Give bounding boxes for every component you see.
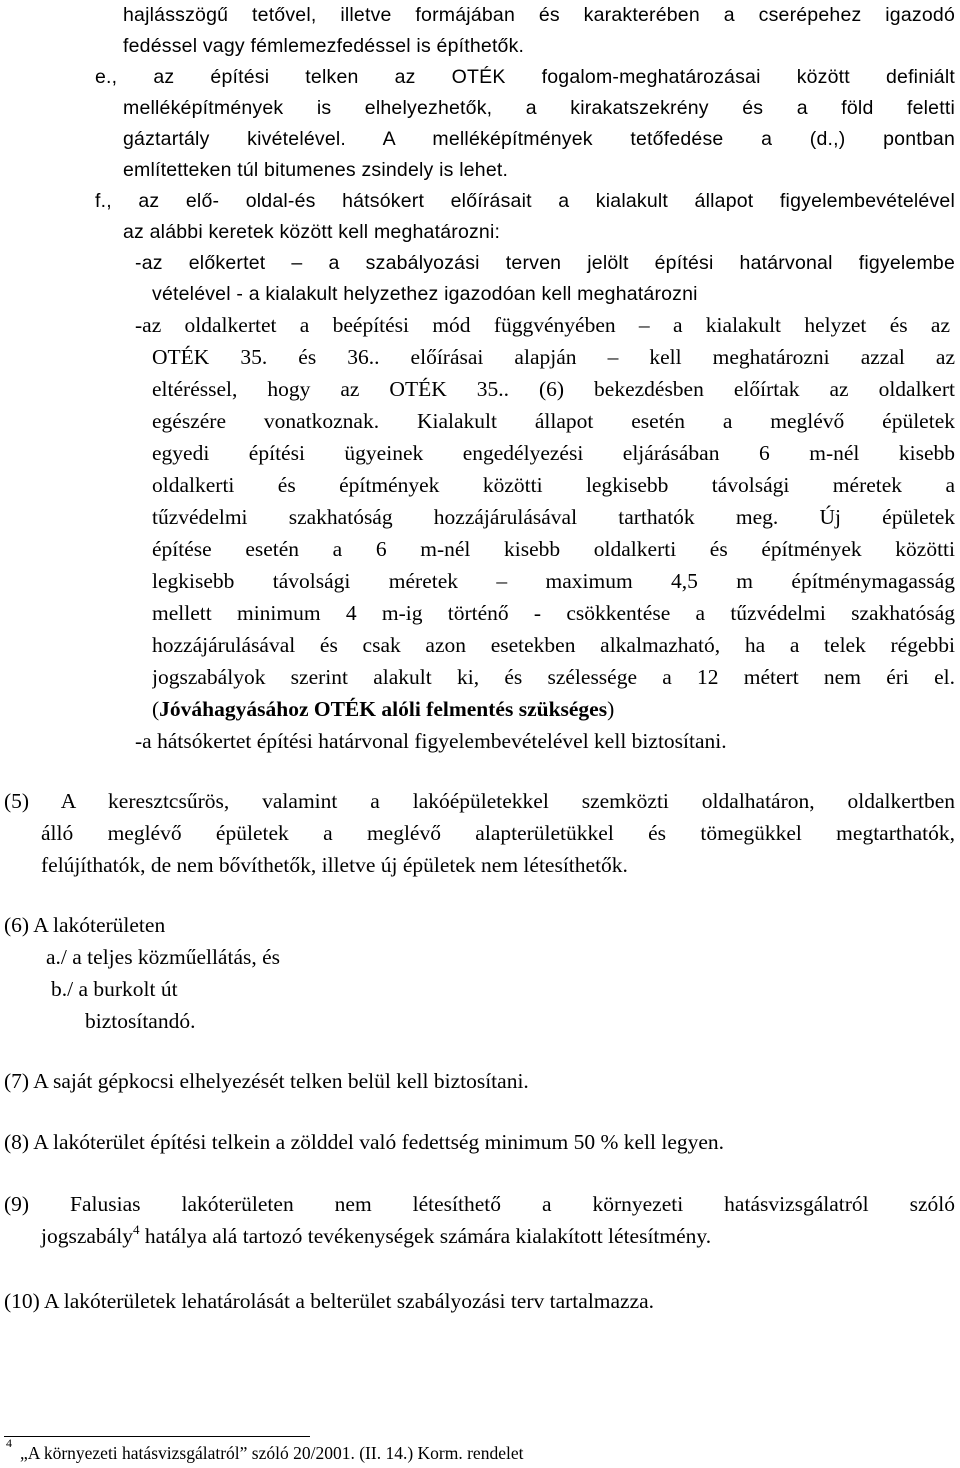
- item-f-line: mellett minimum 4 m-ig történő - csökkentése a tűzvédelmi szakhatóság: [152, 601, 955, 625]
- text-line: fedéssel vagy fémlemezfedéssel is építhetők.: [123, 35, 525, 57]
- item-f-line: eltéréssel, hogy az OTÉK 35.. (6) bekezdésben előírtak az oldalkert: [152, 377, 955, 401]
- paragraph-5-line: (5) A keresztcsűrös, valamint a lakóépületekkel szemközti oldalhatáron, oldalkertben: [4, 789, 955, 813]
- item-e-line: gáztartály kivételével. A melléképítmények tetőfedése a (d.,) pontban: [123, 128, 955, 150]
- item-f-line: -az előkertet – a szabályozási terven jelölt építési határvonal figyelembe: [135, 252, 955, 274]
- paragraph-9-line: [41, 1221, 711, 1254]
- item-f-line: építése esetén a 6 m-nél kisebb oldalkerti és építmények közötti: [152, 537, 955, 561]
- item-f-line: -az oldalkertet a beépítési mód függvényében – a kialakult helyzet és az: [135, 313, 950, 337]
- item-f-line: egészére vonatkoznak. Kialakult állapot esetén a meglévő épületek: [152, 409, 955, 433]
- paren-close: ): [607, 697, 615, 721]
- item-f-line: tűzvédelmi szakhatóság hozzájárulásával tarthatók meg. Új épületek: [152, 505, 955, 529]
- paragraph-6-line: biztosítandó.: [85, 1009, 196, 1033]
- text-run: jogszabály: [41, 1224, 133, 1248]
- item-f-line: egyedi építési ügyeinek engedélyezési eljárásában 6 m-nél kisebb: [152, 441, 955, 465]
- item-f-line: OTÉK 35. és 36.. előírásai alapján – kell meghatározni azzal az: [152, 345, 955, 369]
- approval-note-bold: Jóváhagyásához OTÉK alóli felmentés szükséges: [159, 697, 608, 721]
- paragraph-5-line: álló meglévő épületek a meglévő alapterületükkel és tömegükkel megtarthatók,: [41, 821, 955, 845]
- paragraph-6-line: a./ a teljes közműellátás, és: [46, 945, 281, 969]
- item-f-line: oldalkerti és építmények közötti legkisebb távolsági méretek a: [152, 473, 955, 497]
- paragraph-6-line: b./ a burkolt út: [51, 977, 178, 1001]
- text-line: hajlásszögű tetővel, illetve formájában és karakterében a cserépehez igazodó: [123, 4, 955, 26]
- item-f-line: hozzájárulásával és csak azon esetekben alkalmazható, ha a telek régebbi: [152, 633, 955, 657]
- item-e-line: melléképítmények is elhelyezhetők, a kirakatszekrény és a föld feletti: [123, 97, 955, 119]
- paragraph-9-line: (9) Falusias lakóterületen nem létesíthető a környezeti hatásvizsgálatról szóló: [4, 1192, 955, 1216]
- paragraph-8: (8) A lakóterület építési telkein a zölddel való fedettség minimum 50 % kell legyen.: [4, 1130, 725, 1154]
- footnote-reference: 4: [132, 1222, 140, 1237]
- item-f-line: f., az elő- oldal-és hátsókert előírásait a kialakult állapot figyelembevételével: [95, 190, 955, 212]
- footnote-text: „A környezeti hatásvizsgálatról” szóló 20/2001. (II. 14.) Korm. rendelet: [20, 1443, 524, 1463]
- item-f-line: jogszabályok szerint alakult ki, és szélessége a 12 métert nem éri el.: [152, 665, 955, 689]
- paren-open: (: [152, 697, 160, 721]
- paragraph-5-line: felújíthatók, de nem bővíthetők, illetve új épületek nem létesíthetők.: [41, 853, 628, 877]
- item-f-line: legkisebb távolsági méretek – maximum 4,5 m építménymagasság: [152, 569, 955, 593]
- approval-note: [152, 694, 614, 724]
- item-f-line: vételével - a kialakult helyzethez igazodóan kell meghatározni: [152, 283, 698, 305]
- item-f-line: -a hátsókertet építési határvonal figyelembevételével kell biztosítani.: [135, 729, 727, 753]
- item-e-line: e., az építési telken az OTÉK fogalom-meghatározásai között definiált: [95, 66, 955, 88]
- paragraph-6-line: (6) A lakóterületen: [4, 913, 166, 937]
- text-run: hatálya alá tartozó tevékenységek számára kialakított létesítmény.: [139, 1224, 712, 1248]
- paragraph-7: (7) A saját gépkocsi elhelyezését telken belül kell biztosítani.: [4, 1069, 529, 1093]
- paragraph-10: (10) A lakóterületek lehatárolását a belterület szabályozási terv tartalmazza.: [4, 1289, 655, 1313]
- item-f-line: az alábbi keretek között kell meghatározni:: [123, 221, 501, 243]
- item-e-line: említetteken túl bitumenes zsindely is lehet.: [123, 159, 509, 181]
- footnote-marker: 4: [6, 1436, 12, 1450]
- footnote-separator: [4, 1436, 310, 1437]
